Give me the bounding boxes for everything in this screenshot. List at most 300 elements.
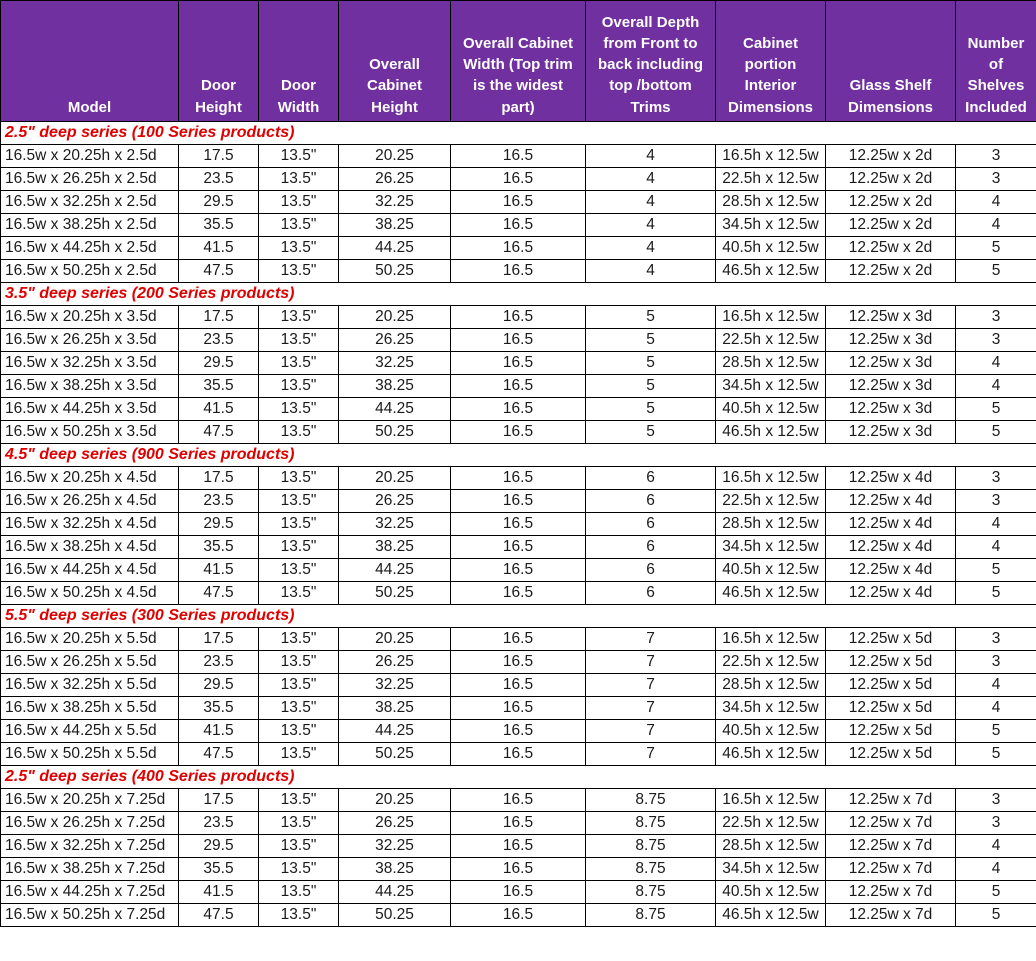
value-cell: 16.5 bbox=[451, 260, 586, 283]
value-cell: 12.25w x 7d bbox=[826, 858, 956, 881]
model-cell: 16.5w x 32.25h x 3.5d bbox=[1, 352, 179, 375]
value-cell: 38.25 bbox=[339, 214, 451, 237]
section-header-row bbox=[1, 766, 1036, 789]
value-cell: 23.5 bbox=[179, 168, 259, 191]
value-cell: 13.5" bbox=[259, 789, 339, 812]
value-cell: 20.25 bbox=[339, 306, 451, 329]
header-row bbox=[1, 1, 1036, 122]
value-cell: 35.5 bbox=[179, 858, 259, 881]
value-cell: 16.5 bbox=[451, 214, 586, 237]
model-cell: 16.5w x 38.25h x 7.25d bbox=[1, 858, 179, 881]
section-title: 5.5" deep series (300 Series products) bbox=[1, 605, 1036, 628]
value-cell: 13.5" bbox=[259, 858, 339, 881]
value-cell: 8.75 bbox=[586, 835, 716, 858]
value-cell: 17.5 bbox=[179, 306, 259, 329]
value-cell: 12.25w x 3d bbox=[826, 306, 956, 329]
value-cell: 12.25w x 5d bbox=[826, 720, 956, 743]
value-cell: 50.25 bbox=[339, 421, 451, 444]
model-cell: 16.5w x 20.25h x 2.5d bbox=[1, 145, 179, 168]
value-cell: 40.5h x 12.5w bbox=[716, 559, 826, 582]
col-header-number-of-shelves: Number of Shelves Included bbox=[956, 1, 1036, 122]
value-cell: 22.5h x 12.5w bbox=[716, 651, 826, 674]
table-row bbox=[1, 168, 1036, 191]
value-cell: 28.5h x 12.5w bbox=[716, 191, 826, 214]
model-cell: 16.5w x 44.25h x 5.5d bbox=[1, 720, 179, 743]
value-cell: 16.5 bbox=[451, 904, 586, 927]
value-cell: 12.25w x 3d bbox=[826, 398, 956, 421]
value-cell: 8.75 bbox=[586, 789, 716, 812]
table-row bbox=[1, 513, 1036, 536]
table-row bbox=[1, 812, 1036, 835]
table-row bbox=[1, 398, 1036, 421]
col-header-door-height: Door Height bbox=[179, 1, 259, 122]
value-cell: 34.5h x 12.5w bbox=[716, 697, 826, 720]
model-cell: 16.5w x 26.25h x 7.25d bbox=[1, 812, 179, 835]
value-cell: 7 bbox=[586, 697, 716, 720]
value-cell: 5 bbox=[956, 720, 1036, 743]
value-cell: 12.25w x 2d bbox=[826, 168, 956, 191]
table-row bbox=[1, 536, 1036, 559]
value-cell: 13.5" bbox=[259, 145, 339, 168]
model-cell: 16.5w x 50.25h x 3.5d bbox=[1, 421, 179, 444]
value-cell: 5 bbox=[956, 904, 1036, 927]
value-cell: 16.5 bbox=[451, 490, 586, 513]
value-cell: 4 bbox=[586, 168, 716, 191]
value-cell: 16.5 bbox=[451, 697, 586, 720]
value-cell: 4 bbox=[956, 697, 1036, 720]
value-cell: 13.5" bbox=[259, 582, 339, 605]
value-cell: 16.5h x 12.5w bbox=[716, 467, 826, 490]
value-cell: 13.5" bbox=[259, 628, 339, 651]
table-row bbox=[1, 743, 1036, 766]
model-cell: 16.5w x 38.25h x 2.5d bbox=[1, 214, 179, 237]
value-cell: 8.75 bbox=[586, 812, 716, 835]
value-cell: 12.25w x 7d bbox=[826, 812, 956, 835]
value-cell: 28.5h x 12.5w bbox=[716, 674, 826, 697]
value-cell: 40.5h x 12.5w bbox=[716, 398, 826, 421]
value-cell: 22.5h x 12.5w bbox=[716, 490, 826, 513]
table-row bbox=[1, 881, 1036, 904]
value-cell: 13.5" bbox=[259, 375, 339, 398]
value-cell: 22.5h x 12.5w bbox=[716, 812, 826, 835]
value-cell: 13.5" bbox=[259, 743, 339, 766]
section-title: 4.5" deep series (900 Series products) bbox=[1, 444, 1036, 467]
value-cell: 16.5h x 12.5w bbox=[716, 306, 826, 329]
value-cell: 5 bbox=[586, 375, 716, 398]
value-cell: 3 bbox=[956, 490, 1036, 513]
value-cell: 16.5 bbox=[451, 812, 586, 835]
value-cell: 34.5h x 12.5w bbox=[716, 375, 826, 398]
value-cell: 16.5 bbox=[451, 467, 586, 490]
value-cell: 13.5" bbox=[259, 720, 339, 743]
col-header-model: Model bbox=[1, 1, 179, 122]
section-title: 3.5" deep series (200 Series products) bbox=[1, 283, 1036, 306]
model-cell: 16.5w x 38.25h x 3.5d bbox=[1, 375, 179, 398]
value-cell: 7 bbox=[586, 674, 716, 697]
value-cell: 13.5" bbox=[259, 237, 339, 260]
value-cell: 16.5 bbox=[451, 145, 586, 168]
section-header-row bbox=[1, 122, 1036, 145]
value-cell: 4 bbox=[956, 835, 1036, 858]
table-row bbox=[1, 237, 1036, 260]
table-row bbox=[1, 145, 1036, 168]
value-cell: 12.25w x 3d bbox=[826, 329, 956, 352]
value-cell: 38.25 bbox=[339, 858, 451, 881]
value-cell: 32.25 bbox=[339, 352, 451, 375]
value-cell: 29.5 bbox=[179, 191, 259, 214]
value-cell: 35.5 bbox=[179, 375, 259, 398]
value-cell: 12.25w x 7d bbox=[826, 904, 956, 927]
model-cell: 16.5w x 20.25h x 3.5d bbox=[1, 306, 179, 329]
value-cell: 8.75 bbox=[586, 904, 716, 927]
value-cell: 13.5" bbox=[259, 467, 339, 490]
value-cell: 16.5 bbox=[451, 191, 586, 214]
value-cell: 12.25w x 5d bbox=[826, 743, 956, 766]
value-cell: 46.5h x 12.5w bbox=[716, 743, 826, 766]
value-cell: 22.5h x 12.5w bbox=[716, 329, 826, 352]
value-cell: 13.5" bbox=[259, 513, 339, 536]
value-cell: 3 bbox=[956, 306, 1036, 329]
value-cell: 13.5" bbox=[259, 881, 339, 904]
model-cell: 16.5w x 44.25h x 2.5d bbox=[1, 237, 179, 260]
table-row bbox=[1, 329, 1036, 352]
value-cell: 4 bbox=[586, 145, 716, 168]
value-cell: 5 bbox=[956, 743, 1036, 766]
value-cell: 16.5 bbox=[451, 582, 586, 605]
value-cell: 16.5 bbox=[451, 835, 586, 858]
value-cell: 40.5h x 12.5w bbox=[716, 720, 826, 743]
value-cell: 13.5" bbox=[259, 168, 339, 191]
value-cell: 16.5 bbox=[451, 536, 586, 559]
table-header bbox=[1, 1, 1036, 122]
value-cell: 16.5 bbox=[451, 628, 586, 651]
value-cell: 3 bbox=[956, 467, 1036, 490]
value-cell: 5 bbox=[586, 352, 716, 375]
value-cell: 46.5h x 12.5w bbox=[716, 260, 826, 283]
model-cell: 16.5w x 50.25h x 7.25d bbox=[1, 904, 179, 927]
value-cell: 4 bbox=[586, 191, 716, 214]
value-cell: 5 bbox=[586, 306, 716, 329]
value-cell: 16.5 bbox=[451, 789, 586, 812]
value-cell: 17.5 bbox=[179, 789, 259, 812]
value-cell: 34.5h x 12.5w bbox=[716, 858, 826, 881]
model-cell: 16.5w x 26.25h x 3.5d bbox=[1, 329, 179, 352]
value-cell: 7 bbox=[586, 628, 716, 651]
value-cell: 3 bbox=[956, 168, 1036, 191]
value-cell: 40.5h x 12.5w bbox=[716, 237, 826, 260]
table-row bbox=[1, 674, 1036, 697]
value-cell: 34.5h x 12.5w bbox=[716, 214, 826, 237]
value-cell: 28.5h x 12.5w bbox=[716, 835, 826, 858]
value-cell: 7 bbox=[586, 743, 716, 766]
value-cell: 6 bbox=[586, 559, 716, 582]
model-cell: 16.5w x 20.25h x 7.25d bbox=[1, 789, 179, 812]
value-cell: 16.5 bbox=[451, 651, 586, 674]
value-cell: 16.5 bbox=[451, 720, 586, 743]
value-cell: 6 bbox=[586, 490, 716, 513]
value-cell: 12.25w x 5d bbox=[826, 651, 956, 674]
value-cell: 47.5 bbox=[179, 421, 259, 444]
value-cell: 29.5 bbox=[179, 835, 259, 858]
value-cell: 12.25w x 7d bbox=[826, 789, 956, 812]
value-cell: 26.25 bbox=[339, 812, 451, 835]
value-cell: 50.25 bbox=[339, 743, 451, 766]
value-cell: 16.5 bbox=[451, 421, 586, 444]
value-cell: 32.25 bbox=[339, 513, 451, 536]
model-cell: 16.5w x 26.25h x 2.5d bbox=[1, 168, 179, 191]
value-cell: 12.25w x 2d bbox=[826, 191, 956, 214]
value-cell: 12.25w x 4d bbox=[826, 490, 956, 513]
value-cell: 16.5 bbox=[451, 881, 586, 904]
section-header-row bbox=[1, 605, 1036, 628]
value-cell: 16.5 bbox=[451, 306, 586, 329]
value-cell: 28.5h x 12.5w bbox=[716, 352, 826, 375]
value-cell: 35.5 bbox=[179, 536, 259, 559]
table-row bbox=[1, 835, 1036, 858]
value-cell: 12.25w x 5d bbox=[826, 697, 956, 720]
value-cell: 13.5" bbox=[259, 536, 339, 559]
value-cell: 6 bbox=[586, 467, 716, 490]
value-cell: 13.5" bbox=[259, 306, 339, 329]
value-cell: 5 bbox=[586, 398, 716, 421]
value-cell: 20.25 bbox=[339, 145, 451, 168]
value-cell: 3 bbox=[956, 145, 1036, 168]
table-row bbox=[1, 421, 1036, 444]
value-cell: 29.5 bbox=[179, 674, 259, 697]
value-cell: 17.5 bbox=[179, 145, 259, 168]
value-cell: 13.5" bbox=[259, 674, 339, 697]
value-cell: 4 bbox=[956, 858, 1036, 881]
value-cell: 13.5" bbox=[259, 904, 339, 927]
value-cell: 23.5 bbox=[179, 812, 259, 835]
value-cell: 12.25w x 2d bbox=[826, 145, 956, 168]
col-header-overall-cabinet-height: Overall Cabinet Height bbox=[339, 1, 451, 122]
value-cell: 17.5 bbox=[179, 467, 259, 490]
value-cell: 29.5 bbox=[179, 352, 259, 375]
table-row bbox=[1, 214, 1036, 237]
table-row bbox=[1, 559, 1036, 582]
value-cell: 12.25w x 3d bbox=[826, 421, 956, 444]
value-cell: 12.25w x 4d bbox=[826, 582, 956, 605]
value-cell: 44.25 bbox=[339, 237, 451, 260]
model-cell: 16.5w x 26.25h x 5.5d bbox=[1, 651, 179, 674]
table-row bbox=[1, 582, 1036, 605]
section-title: 2.5" deep series (100 Series products) bbox=[1, 122, 1036, 145]
value-cell: 12.25w x 4d bbox=[826, 536, 956, 559]
value-cell: 6 bbox=[586, 536, 716, 559]
value-cell: 41.5 bbox=[179, 881, 259, 904]
value-cell: 16.5 bbox=[451, 559, 586, 582]
value-cell: 50.25 bbox=[339, 582, 451, 605]
value-cell: 12.25w x 5d bbox=[826, 628, 956, 651]
value-cell: 47.5 bbox=[179, 904, 259, 927]
value-cell: 13.5" bbox=[259, 812, 339, 835]
value-cell: 26.25 bbox=[339, 490, 451, 513]
value-cell: 13.5" bbox=[259, 214, 339, 237]
value-cell: 20.25 bbox=[339, 467, 451, 490]
value-cell: 12.25w x 7d bbox=[826, 835, 956, 858]
value-cell: 16.5 bbox=[451, 398, 586, 421]
value-cell: 6 bbox=[586, 582, 716, 605]
value-cell: 46.5h x 12.5w bbox=[716, 904, 826, 927]
value-cell: 4 bbox=[956, 375, 1036, 398]
value-cell: 4 bbox=[956, 214, 1036, 237]
model-cell: 16.5w x 38.25h x 4.5d bbox=[1, 536, 179, 559]
value-cell: 44.25 bbox=[339, 559, 451, 582]
value-cell: 44.25 bbox=[339, 398, 451, 421]
value-cell: 4 bbox=[956, 536, 1036, 559]
value-cell: 3 bbox=[956, 628, 1036, 651]
value-cell: 4 bbox=[586, 237, 716, 260]
value-cell: 7 bbox=[586, 651, 716, 674]
value-cell: 5 bbox=[956, 260, 1036, 283]
value-cell: 8.75 bbox=[586, 858, 716, 881]
value-cell: 12.25w x 2d bbox=[826, 260, 956, 283]
value-cell: 29.5 bbox=[179, 513, 259, 536]
value-cell: 16.5 bbox=[451, 168, 586, 191]
value-cell: 35.5 bbox=[179, 697, 259, 720]
table-row bbox=[1, 720, 1036, 743]
value-cell: 47.5 bbox=[179, 582, 259, 605]
section-title: 2.5" deep series (400 Series products) bbox=[1, 766, 1036, 789]
value-cell: 5 bbox=[956, 421, 1036, 444]
col-header-door-width: Door Width bbox=[259, 1, 339, 122]
value-cell: 16.5 bbox=[451, 743, 586, 766]
value-cell: 28.5h x 12.5w bbox=[716, 513, 826, 536]
table-row bbox=[1, 904, 1036, 927]
value-cell: 12.25w x 4d bbox=[826, 467, 956, 490]
value-cell: 23.5 bbox=[179, 329, 259, 352]
value-cell: 4 bbox=[586, 260, 716, 283]
table-row bbox=[1, 789, 1036, 812]
value-cell: 4 bbox=[956, 191, 1036, 214]
value-cell: 5 bbox=[956, 881, 1036, 904]
table-row bbox=[1, 628, 1036, 651]
value-cell: 38.25 bbox=[339, 375, 451, 398]
value-cell: 32.25 bbox=[339, 191, 451, 214]
model-cell: 16.5w x 20.25h x 4.5d bbox=[1, 467, 179, 490]
value-cell: 13.5" bbox=[259, 697, 339, 720]
value-cell: 20.25 bbox=[339, 628, 451, 651]
value-cell: 26.25 bbox=[339, 329, 451, 352]
value-cell: 13.5" bbox=[259, 398, 339, 421]
model-cell: 16.5w x 20.25h x 5.5d bbox=[1, 628, 179, 651]
col-header-overall-cabinet-width: Overall Cabinet Width (Top trim is the widest part) bbox=[451, 1, 586, 122]
col-header-glass-shelf-dimensions: Glass Shelf Dimensions bbox=[826, 1, 956, 122]
value-cell: 3 bbox=[956, 329, 1036, 352]
value-cell: 8.75 bbox=[586, 881, 716, 904]
table-body bbox=[1, 122, 1036, 927]
value-cell: 12.25w x 3d bbox=[826, 352, 956, 375]
value-cell: 50.25 bbox=[339, 904, 451, 927]
value-cell: 26.25 bbox=[339, 651, 451, 674]
col-header-overall-depth: Overall Depth from Front to back including top /bottom Trims bbox=[586, 1, 716, 122]
value-cell: 47.5 bbox=[179, 260, 259, 283]
value-cell: 26.25 bbox=[339, 168, 451, 191]
value-cell: 7 bbox=[586, 720, 716, 743]
model-cell: 16.5w x 50.25h x 4.5d bbox=[1, 582, 179, 605]
value-cell: 12.25w x 2d bbox=[826, 237, 956, 260]
value-cell: 3 bbox=[956, 789, 1036, 812]
model-cell: 16.5w x 32.25h x 5.5d bbox=[1, 674, 179, 697]
value-cell: 38.25 bbox=[339, 697, 451, 720]
value-cell: 12.25w x 5d bbox=[826, 674, 956, 697]
value-cell: 13.5" bbox=[259, 559, 339, 582]
value-cell: 41.5 bbox=[179, 720, 259, 743]
table-row bbox=[1, 191, 1036, 214]
value-cell: 16.5 bbox=[451, 674, 586, 697]
value-cell: 44.25 bbox=[339, 881, 451, 904]
table-row bbox=[1, 651, 1036, 674]
table-row bbox=[1, 352, 1036, 375]
value-cell: 17.5 bbox=[179, 628, 259, 651]
model-cell: 16.5w x 32.25h x 7.25d bbox=[1, 835, 179, 858]
value-cell: 46.5h x 12.5w bbox=[716, 582, 826, 605]
table-row bbox=[1, 306, 1036, 329]
value-cell: 16.5 bbox=[451, 513, 586, 536]
value-cell: 12.25w x 4d bbox=[826, 559, 956, 582]
value-cell: 44.25 bbox=[339, 720, 451, 743]
table-row bbox=[1, 467, 1036, 490]
value-cell: 3 bbox=[956, 651, 1036, 674]
value-cell: 16.5 bbox=[451, 858, 586, 881]
value-cell: 50.25 bbox=[339, 260, 451, 283]
value-cell: 5 bbox=[586, 329, 716, 352]
value-cell: 22.5h x 12.5w bbox=[716, 168, 826, 191]
value-cell: 13.5" bbox=[259, 651, 339, 674]
value-cell: 35.5 bbox=[179, 214, 259, 237]
value-cell: 16.5h x 12.5w bbox=[716, 789, 826, 812]
value-cell: 16.5 bbox=[451, 375, 586, 398]
col-header-interior-dimensions: Cabinet portion Interior Dimensions bbox=[716, 1, 826, 122]
value-cell: 38.25 bbox=[339, 536, 451, 559]
value-cell: 5 bbox=[956, 582, 1036, 605]
value-cell: 5 bbox=[956, 559, 1036, 582]
model-cell: 16.5w x 32.25h x 4.5d bbox=[1, 513, 179, 536]
value-cell: 13.5" bbox=[259, 835, 339, 858]
value-cell: 4 bbox=[956, 674, 1036, 697]
value-cell: 32.25 bbox=[339, 835, 451, 858]
value-cell: 16.5 bbox=[451, 237, 586, 260]
model-cell: 16.5w x 50.25h x 2.5d bbox=[1, 260, 179, 283]
value-cell: 23.5 bbox=[179, 490, 259, 513]
value-cell: 4 bbox=[956, 513, 1036, 536]
value-cell: 4 bbox=[586, 214, 716, 237]
value-cell: 16.5h x 12.5w bbox=[716, 628, 826, 651]
value-cell: 34.5h x 12.5w bbox=[716, 536, 826, 559]
value-cell: 12.25w x 2d bbox=[826, 214, 956, 237]
value-cell: 13.5" bbox=[259, 352, 339, 375]
value-cell: 46.5h x 12.5w bbox=[716, 421, 826, 444]
table-row bbox=[1, 260, 1036, 283]
value-cell: 13.5" bbox=[259, 490, 339, 513]
model-cell: 16.5w x 26.25h x 4.5d bbox=[1, 490, 179, 513]
value-cell: 23.5 bbox=[179, 651, 259, 674]
value-cell: 16.5 bbox=[451, 352, 586, 375]
model-cell: 16.5w x 38.25h x 5.5d bbox=[1, 697, 179, 720]
value-cell: 5 bbox=[586, 421, 716, 444]
value-cell: 47.5 bbox=[179, 743, 259, 766]
value-cell: 5 bbox=[956, 237, 1036, 260]
model-cell: 16.5w x 50.25h x 5.5d bbox=[1, 743, 179, 766]
value-cell: 41.5 bbox=[179, 559, 259, 582]
value-cell: 4 bbox=[956, 352, 1036, 375]
table-row bbox=[1, 697, 1036, 720]
value-cell: 13.5" bbox=[259, 191, 339, 214]
value-cell: 41.5 bbox=[179, 398, 259, 421]
value-cell: 6 bbox=[586, 513, 716, 536]
model-cell: 16.5w x 44.25h x 7.25d bbox=[1, 881, 179, 904]
